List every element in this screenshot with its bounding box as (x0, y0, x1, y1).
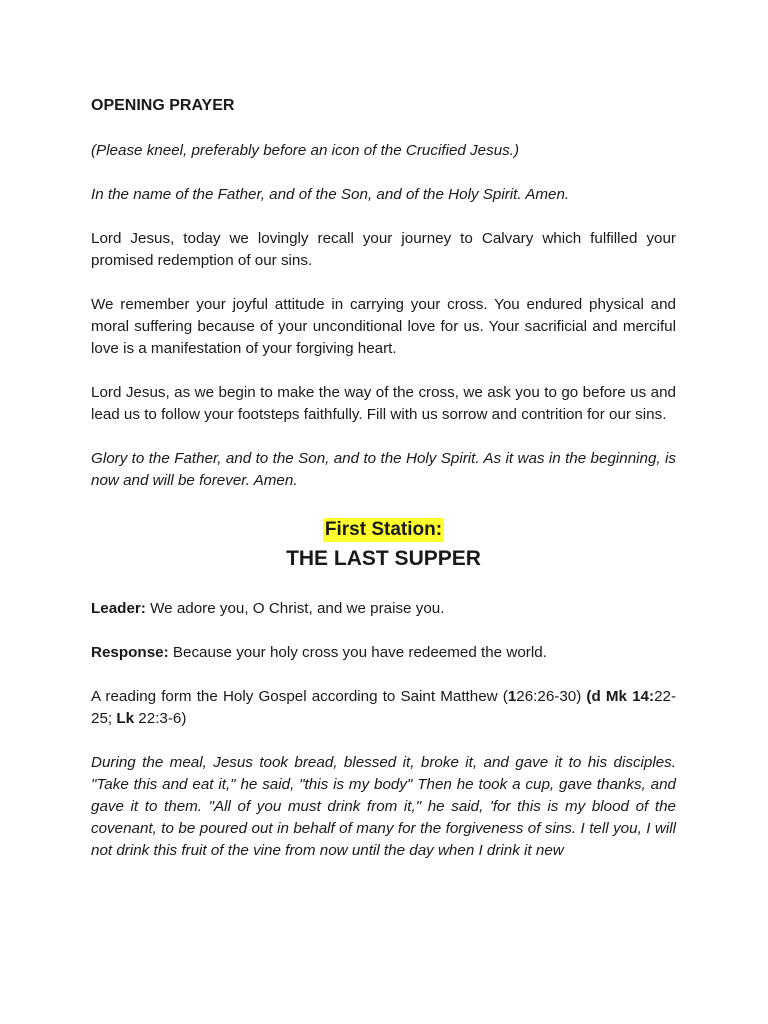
gospel-reading-text: During the meal, Jesus took bread, blessed it, broke it, and gave it to his disciples. "Take this and eat it," he said, "this is my body" Then he took a cup, gave thanks, and gave it to them. "All of you must drink from it," he said, 'for this is my blood of the covenant, to be poured out in behalf of many for the forgiveness of sins. I tell you, I will not drink this fruit of the vine from now until the day when I drink it new (91, 754, 676, 859)
response-text: Because your holy cross you have redeemed the world. (168, 644, 547, 661)
leader-line (91, 598, 676, 620)
reading-ref-2-bold: (d Mk 14: (586, 688, 655, 705)
opening-prayer-heading: OPENING PRAYER (91, 97, 235, 114)
opening-paragraph-2: We remember your joyful attitude in carrying your cross. You endured physical and moral suffering because of your unconditional love for us. Your sacrificial and merciful love is a manifestation of your forgiving heart. (91, 296, 676, 357)
opening-paragraph-3: Lord Jesus, as we begin to make the way of the cross, we ask you to go before us and lead us to follow your footsteps faithfully. Fill with us sorrow and contrition for our sins. (91, 384, 676, 423)
reading-intro (91, 686, 676, 730)
kneel-instruction: (Please kneel, preferably before an icon of the Crucified Jesus.) (91, 142, 520, 159)
reading-ref-2: 22-25; (91, 688, 677, 727)
response-line (91, 642, 676, 664)
reading-intro-text: A reading form the Holy Gospel according to Saint Matthew ( (91, 688, 508, 705)
station-title: THE LAST SUPPER (286, 547, 481, 570)
response-label: Response: (91, 644, 169, 661)
reading-ref-1-bold: 1 (507, 688, 517, 705)
station-header (91, 518, 676, 572)
reading-ref-3: 22:3-6) (134, 710, 187, 727)
glory-be-prayer: Glory to the Father, and to the Son, and to the Holy Spirit. As it was in the beginning, is now and will be forever. Amen. (91, 450, 676, 489)
station-label-highlight: First Station: (324, 519, 443, 540)
leader-text: We adore you, O Christ, and we praise you. (145, 600, 445, 617)
leader-label: Leader: (91, 600, 146, 617)
sign-of-cross-text: In the name of the Father, and of the Son, and of the Holy Spirit. Amen. (91, 186, 570, 203)
opening-paragraph-1: Lord Jesus, today we lovingly recall your journey to Calvary which fulfilled your promised redemption of our sins. (91, 230, 676, 269)
reading-ref-1: 26:26-30) (516, 688, 587, 705)
reading-ref-3-bold: Lk (116, 710, 135, 727)
